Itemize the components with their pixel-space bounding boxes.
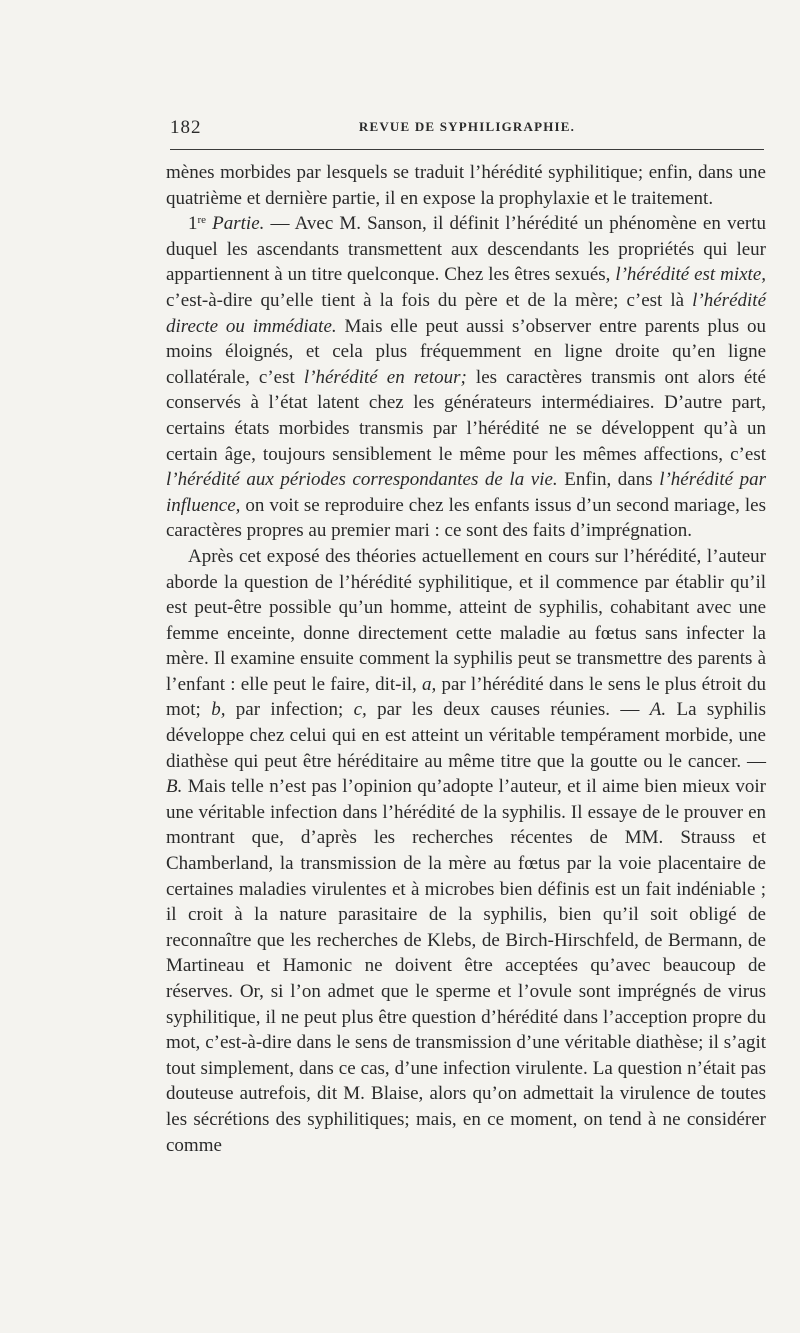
paragraph-1 [166,160,766,211]
paragraph-2-italic-4: l’hérédité aux périodes correspondantes de la vie. [166,469,558,491]
paragraph-3-text-2: par l’hérédité dans le sens le plus étroit du mot; [166,673,766,721]
page-number: 182 [170,117,202,138]
paragraph-3-italic-1: a, [421,673,437,695]
paragraph-3-text-5: La syphilis développe chez celui qui en est atteint un véritable tempérament morbide, une diathèse qui peut être héréditaire au même titre que la goutte ou le cancer. — [166,699,766,772]
paragraph-2-text-4: les caractères transmis ont alors été conservés à l’état latent chez les générateurs intermédiaires. D’autre part, certains états morbides transmis par l’hérédité ne se développent qu’à un certain âge, toujours sensiblement le même pour les mêmes affections, c’est [166,366,766,465]
paragraph-3-italic-5: B. [166,776,183,798]
part-superscript: re [197,214,207,227]
paragraph-3-italic-4: A. [649,699,667,721]
paragraph-2-italic-3: l’hérédité en retour; [303,366,467,388]
body-text [166,160,766,1158]
paragraph-2-text-6: on voit se reproduire chez les enfants issus d’un second mariage, les caractères propres au premier mari : ce sont des faits d’imprégnation. [166,494,766,542]
paragraph-1-text: mènes morbides par lesquels se traduit l’hérédité syphilitique; enfin, dans une quatrième et dernière partie, il en expose la prophylaxie et le traitement. [166,162,766,209]
paragraph-3-text-1: Après cet exposé des théories actuellement en cours sur l’hérédité, l’auteur aborde la question de l’hérédité syphilitique, et il commence par établir qu’il est peut-être possible qu’un homme, atteint de syphilis, cohabitant avec une femme enceinte, donne directement cette maladie au fœtus sans infecter la mère. Il examine ensuite comment la syphilis peut se transmettre des parents à l’enfant : elle peut le faire, dit-il, [166,545,766,695]
page-header [170,117,764,139]
paragraph-2-italic-5: l’hérédité par influence, [166,469,767,516]
paragraph-2-text-2: c’est-à-dire qu’elle tient à la fois du père et de la mère; c’est là [166,289,693,311]
paragraph-2-text-5: Enfin, dans [557,469,660,491]
part-number: 1 [188,213,198,235]
paragraph-3-text-3: par infection; [225,699,354,721]
paragraph-2-text-3: Mais elle peut aussi s’observer entre parents plus ou moins éloignés, et cela plus fréquemment en ligne droite qu’en ligne collatérale, c’est [166,315,766,388]
paragraph-3 [166,544,766,1158]
paragraph-3-text-4: par les deux causes réunies. — [366,699,650,721]
paragraph-3-italic-2: b, [211,699,226,721]
paragraph-2-italic-2: l’hérédité directe ou immédiate. [166,289,766,337]
part-label: Partie. [212,213,265,235]
paragraph-2-italic-1: l’hérédité est mixte, [615,264,766,286]
paragraph-3-text-6: Mais telle n’est pas l’opinion qu’adopte l’auteur, et il aime bien mieux voir une véritable infection dans l’hérédité de la syphilis. Il essaye de le prouver en montrant que, d’après les recherches récentes de MM. Strauss et Chamberland, la transmission de la mère au fœtus par la voie placentaire de certaines maladies virulentes et à microbes bien définis est un fait indéniable ; il croit à la nature parasitaire de la syphilis, bien qu’il soit obligé de reconnaître que les recherches de Klebs, de Birch-Hirschfeld, de Bermann, de Martineau et Hamonic ne doivent être acceptées qu’avec beaucoup de réserves. Or, si l’on admet que le sperme et l’ovule sont imprégnés de virus syphilitique, il ne peut plus être question d’hérédité dans l’acception propre du mot, c’est-à-dire dans le sens de transmission d’une véritable diathèse; il s’agit tout simplement, dans ce cas, d’une infection virulente. La question n’était pas douteuse autrefois, dit M. Blaise, alors qu’on admettait la virulence de toutes les sécrétions des syphilitiques; mais, en ce moment, on tend à ne considérer comme [166,776,766,1156]
paragraph-2 [166,211,766,544]
header-rule [170,149,764,150]
running-title: REVUE DE SYPHILIGRAPHIE. [358,119,576,134]
paragraph-3-italic-3: c, [353,699,367,721]
paragraph-2-text-1: — Avec M. Sanson, il définit l’hérédité un phénomène en vertu duquel les ascendants transmettent aux descendants les propriétés qui leur appartiennent à un titre quelconque. Chez les êtres sexués, [166,213,766,286]
